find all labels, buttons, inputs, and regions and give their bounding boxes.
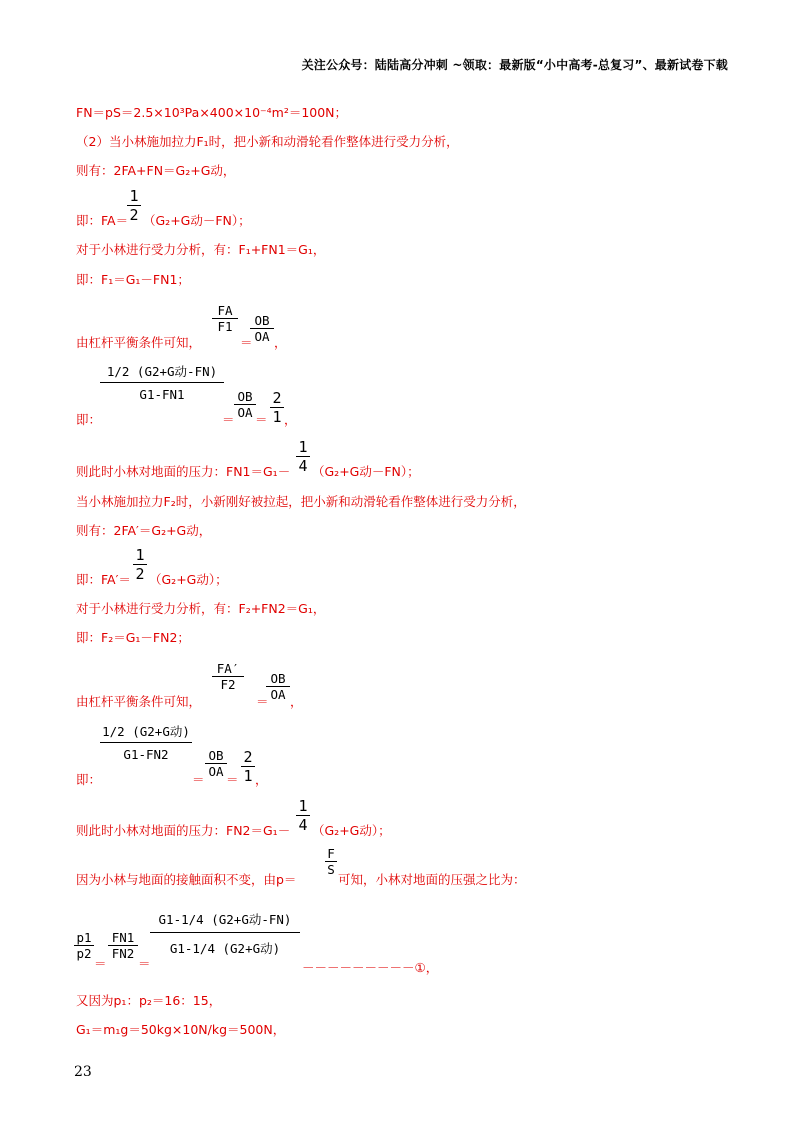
fraction-two-one-1: 2 1 [270, 389, 284, 426]
line-fa2-suffix: （G₂+G动）； [149, 572, 228, 587]
fraction-big-1: 1/2 (G2+G动-FN) G1-FN1 [100, 362, 224, 402]
line-eq2: 则有：2FA′＝G₂+G动， [76, 523, 212, 538]
line-pressure2-prefix: 则此时小林对地面的压力：FN2＝G₁－ [76, 823, 291, 838]
fraction-quarter-2: 1 4 [296, 797, 310, 834]
fraction-half-1: 1 2 [127, 187, 141, 224]
fraction-big-2: 1/2 (G2+G动) G1-FN2 [100, 722, 192, 762]
line-f1: 即：F₁＝G₁－FN1； [76, 272, 190, 287]
eq-sign-2: ＝ [222, 412, 235, 427]
line-ratio-suffix: 可知，小林对地面的压强之比为： [338, 872, 526, 887]
eq-sign-5: ＝ [192, 772, 205, 787]
fraction-ob-oa-3: OB OA [266, 671, 290, 702]
page-header: 关注公众号：陆陆高分冲刺 ~领取：最新版“小中高考-总复习”、最新试卷下载 [301, 58, 728, 72]
fraction-p1-p2: p1 p2 [74, 930, 94, 961]
comma-1: ， [274, 335, 287, 350]
fraction-big-3: G1-1/4 (G2+G动-FN) G1-1/4 (G2+G动) [150, 910, 300, 957]
line-ratio-tail: －－－－－－－－－①， [302, 960, 439, 975]
line-analysis2: 对于小林进行受力分析，有：F₂+FN2＝G₁， [76, 601, 326, 616]
fraction-f-s: F S [325, 846, 337, 877]
fraction-fa2-f2: FA′ F2 [212, 661, 244, 692]
fraction-fa-f1: FA F1 [212, 303, 238, 334]
comma-4: ， [255, 772, 268, 787]
line-ji-1: 即： [76, 412, 102, 427]
line-analysis1: 对于小林进行受力分析，有：F₁+FN1＝G₁， [76, 242, 326, 257]
line-ratio-prefix: 因为小林与地面的接触面积不变，由p＝ [76, 872, 297, 887]
line-lever2: 由杠杆平衡条件可知， [76, 694, 202, 709]
fraction-half-2: 1 2 [133, 546, 147, 583]
line-pressure2-suffix: （G₂+G动）； [312, 823, 391, 838]
page-number: 23 [74, 1064, 92, 1080]
eq-sign-6: ＝ [226, 772, 239, 787]
fraction-ob-oa-2: OB OA [234, 389, 256, 420]
fraction-ob-oa-1: OB OA [250, 313, 274, 344]
line-fa-suffix: （G₂+G动－FN）； [143, 213, 251, 228]
line-eq1: 则有：2FA+FN＝G₂+G动， [76, 163, 236, 178]
eq-sign-8: ＝ [138, 956, 151, 971]
line-case2: 当小林施加拉力F₂时，小新刚好被拉起，把小新和动滑轮看作整体进行受力分析， [76, 494, 526, 509]
fraction-fn1-fn2: FN1 FN2 [108, 930, 138, 961]
comma-3: ， [290, 694, 303, 709]
fraction-quarter-1: 1 4 [296, 438, 310, 475]
line-pressure-ratio: 又因为p₁：p₂＝16：15， [76, 993, 222, 1008]
comma-2: ， [284, 412, 297, 427]
line-ji-2: 即： [76, 772, 102, 787]
line-pressure1-suffix: （G₂+G动－FN）； [312, 464, 420, 479]
eq-sign-1: ＝ [240, 335, 253, 350]
line-g1: G₁＝m₁g＝50kg×10N/kg＝500N， [76, 1022, 286, 1037]
eq-sign-3: ＝ [255, 412, 268, 427]
line-fa-prefix: 即：FA＝ [76, 213, 129, 228]
line-lever1: 由杠杆平衡条件可知， [76, 335, 202, 350]
line-case1: （2）当小林施加拉力F₁时，把小新和动滑轮看作整体进行受力分析， [76, 134, 459, 149]
line-f2: 即：F₂＝G₁－FN2； [76, 630, 190, 645]
fraction-two-one-2: 2 1 [241, 748, 255, 785]
line-pressure1-prefix: 则此时小林对地面的压力：FN1＝G₁－ [76, 464, 291, 479]
fraction-ob-oa-4: OB OA [205, 748, 227, 779]
eq-sign-4: ＝ [256, 694, 269, 709]
eq-sign-7: ＝ [94, 956, 107, 971]
line-fn: FN＝pS＝2.5×10³Pa×400×10⁻⁴m²＝100N； [76, 105, 348, 120]
line-fa2-prefix: 即：FA′＝ [76, 572, 131, 587]
